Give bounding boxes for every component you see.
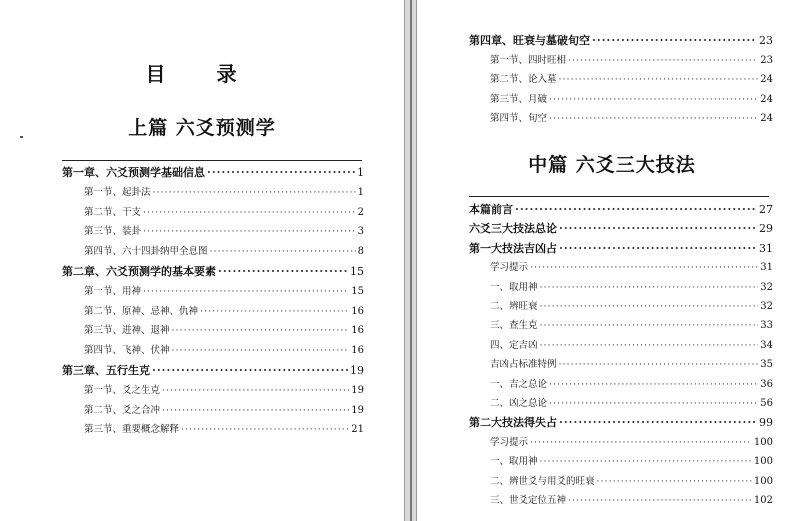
toc-entry-page: 100 — [753, 475, 773, 487]
toc-entry-label: 第一节、用神 — [84, 285, 142, 297]
toc-entry-page: 16 — [351, 325, 364, 337]
toc-section-entry — [490, 53, 773, 69]
toc-section-entry — [84, 343, 364, 359]
toc-entry-label: 第二节、论入墓 — [490, 74, 557, 85]
toc-entry-page: 29 — [759, 222, 773, 236]
toc-entry-page: 27 — [759, 203, 773, 216]
right-page — [417, 0, 807, 521]
toc-section-entry — [490, 377, 773, 393]
toc-entry-page: 23 — [760, 54, 773, 66]
dot-leader — [559, 241, 757, 257]
toc-entry-label: 二、凶之总论 — [490, 398, 548, 409]
toc-section-entry — [490, 338, 773, 354]
toc-entry-page: 19 — [351, 384, 364, 396]
part-title-upper: 上篇 六爻预测学 — [128, 117, 276, 139]
dot-leader — [597, 474, 752, 490]
toc-entry-label: 一、取用神 — [490, 281, 538, 293]
toc-entry-page: 21 — [351, 424, 364, 436]
toc-entry-page: 31 — [760, 262, 773, 274]
toc-entry-label: 三、世爻定位五神 — [490, 495, 567, 506]
dot-leader — [515, 202, 757, 218]
toc-entry-label: 吉凶占标准特例 — [490, 359, 557, 371]
toc-chapter-entry — [62, 363, 364, 379]
toc-section-entry — [490, 280, 773, 296]
toc-section-entry — [490, 111, 773, 127]
dot-leader — [162, 403, 349, 419]
toc-entry-label: 第四节、六十四卦纳甲全息图 — [84, 246, 208, 258]
toc-entry-label: 第二节、爻之合冲 — [84, 404, 161, 416]
toc-entry-label: 第一章、六爻预测学基础信息 — [62, 166, 205, 179]
dot-leader — [143, 224, 356, 240]
toc-entry-label: 第二节、原神、忌神、仇神 — [84, 305, 199, 317]
dot-leader — [210, 244, 356, 260]
toc-section-entry — [84, 304, 364, 320]
toc-section-entry — [490, 493, 773, 509]
part-title-middle: 中篇 六爻三大技法 — [528, 154, 696, 176]
toc-chapter-entry — [469, 415, 773, 431]
toc-entry-label: 第二章、六爻预测学的基本要素 — [62, 265, 216, 278]
toc-entry-page: 23 — [759, 34, 773, 47]
toc-section-entry — [84, 185, 364, 201]
dot-leader — [162, 383, 349, 399]
toc-entry-label: 六爻三大技法总论 — [469, 222, 557, 236]
toc-entry-label: 第三节、重要概念解释 — [84, 424, 180, 436]
toc-entry-page: 36 — [760, 378, 773, 390]
toc-entry-page: 2 — [357, 206, 364, 218]
toc-section-entry — [490, 474, 773, 490]
dot-leader — [540, 338, 759, 354]
dot-leader — [559, 415, 757, 431]
toc-entry-page: 15 — [351, 285, 364, 297]
toc-entry-label: 第三节、月破 — [490, 93, 548, 105]
dot-leader — [530, 260, 758, 276]
dot-leader — [540, 299, 759, 315]
toc-entry-page: 56 — [760, 398, 773, 409]
toc-section-entry — [490, 299, 773, 315]
section-divider — [62, 160, 362, 161]
dot-leader — [559, 221, 757, 237]
toc-entry-page: 100 — [753, 436, 773, 448]
toc-entry-label: 第四章、旺衰与墓破旬空 — [469, 34, 590, 47]
toc-section-entry — [84, 403, 364, 419]
dot-leader — [540, 454, 752, 470]
toc-section-entry — [84, 205, 364, 221]
toc-entry-page: 8 — [357, 246, 364, 258]
dot-leader — [200, 304, 349, 320]
toc-entry-page: 1 — [357, 166, 364, 179]
dot-leader — [153, 185, 356, 201]
toc-entry-page: 24 — [760, 113, 773, 124]
toc-entry-page: 3 — [357, 226, 364, 238]
dot-leader — [592, 33, 757, 49]
toc-entry-label: 第一节、四时旺相 — [490, 54, 567, 66]
toc-chapter-entry — [469, 202, 773, 218]
toc-entry-page: 32 — [760, 301, 773, 312]
toc-section-entry — [84, 422, 364, 438]
toc-section-entry — [84, 284, 364, 300]
toc-entry-label: 第二节、干支 — [84, 206, 142, 218]
toc-entry-label: 第三章、五行生克 — [62, 364, 150, 377]
toc-section-entry — [490, 318, 773, 334]
toc-chapter-entry — [469, 221, 773, 237]
toc-entry-label: 第三节、进神、退神 — [84, 325, 170, 337]
toc-entry-page: 100 — [753, 456, 773, 468]
toc-entry-page: 34 — [760, 339, 773, 351]
toc-section-entry — [84, 224, 364, 240]
dot-leader — [549, 396, 758, 412]
toc-entry-page: 15 — [350, 265, 364, 278]
dot-leader — [172, 343, 350, 359]
dot-leader — [143, 284, 349, 300]
toc-entry-label: 第四节、飞神、伏神 — [84, 345, 170, 357]
dot-leader — [152, 363, 348, 379]
dot-leader — [530, 435, 752, 451]
toc-entry-page: 99 — [759, 416, 773, 430]
toc-title: 目 录 — [145, 62, 259, 86]
gutter-line — [410, 0, 412, 521]
toc-section-entry — [84, 383, 364, 399]
dot-leader — [143, 205, 356, 221]
toc-entry-page: 16 — [351, 305, 364, 317]
toc-entry-page: 1 — [357, 186, 364, 198]
toc-entry-label: 第一节、爻之生克 — [84, 384, 161, 396]
dot-leader — [568, 53, 758, 69]
dot-leader — [540, 318, 759, 334]
dot-leader — [207, 165, 355, 181]
dot-leader — [181, 422, 349, 438]
dot-leader — [568, 493, 752, 509]
toc-section-entry — [490, 260, 773, 276]
dot-leader — [549, 111, 758, 127]
toc-section-entry — [84, 323, 364, 339]
toc-chapter-entry — [62, 165, 364, 181]
toc-entry-label: 本篇前言 — [469, 203, 513, 216]
toc-section-entry — [490, 92, 773, 108]
dot-leader — [559, 72, 759, 88]
toc-entry-label: 第二大技法得失占 — [469, 416, 557, 430]
toc-section-entry — [490, 396, 773, 412]
toc-entry-page: 24 — [760, 74, 773, 85]
toc-entry-page: 19 — [351, 404, 364, 416]
toc-entry-label: 四、定吉凶 — [490, 339, 538, 351]
toc-entry-page: 16 — [351, 345, 364, 357]
dot-leader — [218, 264, 348, 280]
toc-entry-page: 19 — [350, 364, 364, 377]
toc-section-entry — [490, 357, 773, 373]
toc-entry-page: 24 — [760, 93, 773, 105]
dot-leader — [549, 377, 758, 393]
dot-leader — [172, 323, 350, 339]
toc-entry-label: 第一大技法吉凶占 — [469, 241, 557, 255]
toc-entry-label: 第四节、旬空 — [490, 113, 548, 124]
toc-entry-page: 33 — [760, 320, 773, 332]
page-gutter — [404, 0, 417, 521]
toc-chapter-entry — [62, 264, 364, 280]
toc-chapter-entry — [469, 241, 773, 257]
dot-leader — [559, 357, 759, 373]
toc-entry-label: 二、辨世爻与用爻的旺衰 — [490, 475, 595, 487]
toc-section-entry — [84, 244, 364, 260]
dot-leader — [549, 92, 758, 108]
toc-entry-label: 二、辨旺衰 — [490, 301, 538, 312]
toc-entry-label: 一、取用神 — [490, 456, 538, 468]
toc-entry-page: 102 — [753, 495, 773, 506]
toc-entry-page: 35 — [760, 359, 773, 371]
toc-entry-page: 32 — [760, 281, 773, 293]
toc-section-entry — [490, 454, 773, 470]
toc-section-entry — [490, 72, 773, 88]
scan-speck — [20, 136, 23, 138]
toc-entry-label: 第三节、装卦 — [84, 226, 142, 238]
toc-entry-label: 一、吉之总论 — [490, 378, 548, 390]
toc-entry-label: 学习提示 — [490, 262, 529, 274]
dot-leader — [540, 280, 759, 296]
toc-entry-label: 学习提示 — [490, 436, 529, 448]
toc-chapter-entry — [469, 33, 773, 49]
toc-entry-label: 三、查生克 — [490, 320, 538, 332]
toc-entry-page: 31 — [759, 241, 773, 255]
toc-entry-label: 第一节、起卦法 — [84, 186, 151, 198]
toc-section-entry — [490, 435, 773, 451]
section-divider — [469, 196, 769, 197]
